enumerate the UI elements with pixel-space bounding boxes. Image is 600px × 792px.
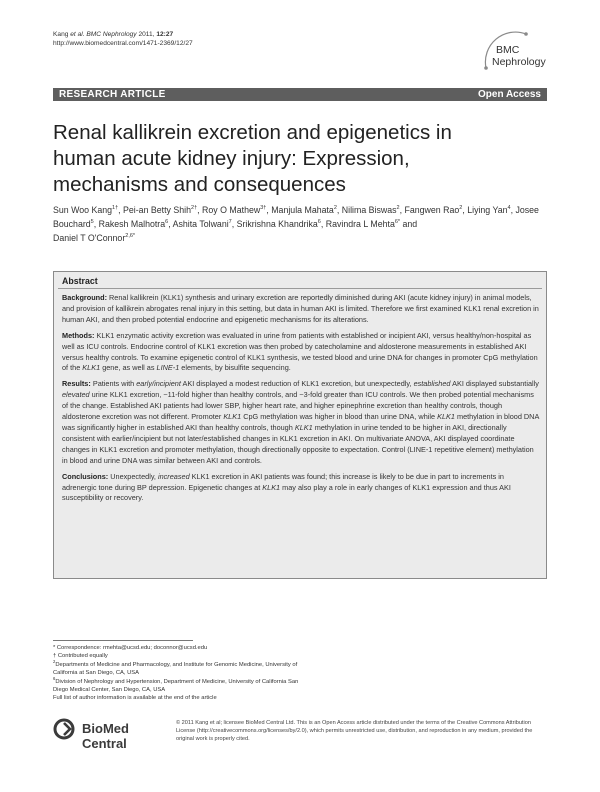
affiliation	[53, 658, 303, 678]
citation-journal: BMC Nephrology	[86, 31, 137, 38]
section-text: may also play a role in early changes of KLK1 expression and thus AKI susceptibility or recovery.	[62, 482, 511, 503]
logo-line2: Nephrology	[492, 56, 546, 68]
affiliation	[53, 675, 303, 695]
emphasis: increased	[157, 471, 190, 481]
gene-name: KLK1	[262, 482, 281, 492]
author: Liying Yan	[467, 205, 508, 215]
footnotes	[53, 644, 303, 703]
article-url[interactable]: http://www.biomedcentral.com/1471-2369/12/27	[53, 40, 193, 47]
abstract-divider	[58, 288, 542, 289]
abstract-body	[62, 293, 540, 509]
section-text: methylation in urine tended to be higher in AKI, directionally consistent with earlier/incipient but not later/established changes in KLK1 excretion in AKI. On multivariate ANOVA, AKI displayed coordinate changes in KLK1 excretion and promoter methylation, though directionally opposite to expectation. Control (LINE-1 repetitive element) methylation in blood and urine DNA was similar between AKI and controls.	[62, 422, 534, 465]
title-line: mechanisms and consequences	[53, 173, 346, 196]
affiliation-text: Division of Nephrology and Hypertension, Department of Medicine, University of California San Diego Medical Center, San Diego, CA, USA	[53, 678, 299, 694]
logo-line1: BMC	[496, 44, 520, 56]
bmc-nephrology-logo	[478, 28, 548, 72]
author-affiliation: 2	[333, 205, 337, 212]
affiliation-text: Departments of Medicine and Pharmacology, and Institute for Genomic Medicine, University of California at San Diego, CA, USA	[53, 661, 298, 677]
open-access-label: Open Access	[478, 89, 541, 100]
author-conjunction: and	[402, 219, 418, 229]
abstract-methods	[62, 331, 540, 375]
section-label: Conclusions:	[62, 471, 109, 481]
author: Daniel T O'Connor	[53, 233, 126, 243]
author-affiliation: 5	[90, 219, 94, 226]
gene-name: KLK1	[223, 412, 242, 422]
section-text: KLK1 excretion in AKI patients was found; this increase is likely to be due in part to increments in adrenergic tone during BP depression. Epigenetic changes at	[62, 471, 504, 492]
citation-volume: 12:27	[156, 31, 174, 38]
author: Josee Bouchard	[53, 205, 539, 229]
citation-author: Kang	[53, 31, 69, 38]
section-text: CpG methylation was higher in blood than urine DNA, while	[243, 412, 436, 422]
journal-citation	[53, 30, 193, 48]
title-line: Renal kallikrein excretion and epigenetics in	[53, 121, 452, 144]
abstract-background	[62, 293, 540, 326]
article-type-banner	[53, 88, 547, 101]
author-affiliation: 2	[396, 205, 400, 212]
article-title	[53, 120, 547, 198]
author: Ravindra L Mehta	[325, 219, 395, 229]
section-text: methylation in blood DNA was significantly higher in established AKI than healthy controls, though	[62, 412, 539, 432]
equal-contribution-note: † Contributed equally	[53, 653, 108, 660]
author: Manjula Mahata	[271, 205, 334, 215]
biomed-central-logo	[53, 718, 168, 751]
author-affiliation: 2	[459, 205, 463, 212]
section-label: Methods:	[62, 330, 95, 340]
author: Fangwen Rao	[404, 205, 460, 215]
gene-name: KLK1	[294, 422, 313, 432]
article-type: RESEARCH ARTICLE	[59, 89, 166, 100]
author: Roy O Mathew	[202, 205, 261, 215]
abstract-results	[62, 379, 540, 466]
author-affiliation: 1†	[112, 205, 119, 212]
author-affiliation: 6	[317, 219, 321, 226]
section-label: Background:	[62, 293, 107, 302]
abstract-heading: Abstract	[62, 276, 98, 286]
emphasis: elevated	[62, 390, 90, 400]
author: Srikrishna Khandrika	[236, 219, 318, 229]
section-text: elements, by bisulfite sequencing.	[181, 363, 291, 373]
author-affiliation: 4	[507, 205, 511, 212]
publisher-name: BioMed Central	[82, 721, 129, 751]
emphasis: early/incipient	[136, 379, 181, 389]
author: Nilima Biswas	[341, 205, 397, 215]
author-info-note: Full list of author information is available at the end of the article	[53, 695, 217, 702]
gene-name: KLK1	[437, 412, 455, 422]
section-text: Renal kallikrein (KLK1) synthesis and urinary excretion are reportedly diminished during AKI (acute kidney injury) in animal models, and provision of kallikrein abrogates renal injury in this setting, but data in human AKI is limited. Therefore we first examined KLK1 renal excretion in human AKI, and then probed potential endocrine and epigenetic mechanisms for its alterations.	[62, 293, 539, 324]
section-text: gene, as well as	[102, 363, 155, 373]
title-line: human acute kidney injury: Expression,	[53, 147, 410, 170]
author: Rakesh Malhotra	[98, 219, 166, 229]
correspondence: * Correspondence: rmehta@ucsd.edu; doconnor@ucsd.edu	[53, 645, 208, 651]
author: Ashita Tolwani	[172, 219, 229, 229]
author-affiliation: 6	[165, 219, 169, 226]
author-affiliation: 7	[228, 219, 232, 226]
section-text: urine KLK1 excretion, ~11-fold higher than healthy controls, and ~3-fold greater than ICU controls. We then probed potential mechanisms of the change. Established AKI patients had lower SBP, higher heart rate, and higher epinephrine excretion than healthy controls, though aldosterone excretion was not different. Promoter	[62, 390, 534, 422]
author: Pei-an Betty Shih	[123, 205, 192, 215]
section-text: KLK1 enzymatic activity excretion was evaluated in urine from patients with established or incipient AKI, versus healthy/non-hospital as well as ICU controls. Endocrine control of KLK1 excretion was then probed by catecholamine and aldosterone measurements in established AKI versus healthy controls. To examine epigenetic control of KLK1 synthesis, we tested blood and urine DNA for changes in promoter CpG methylation of the	[62, 330, 538, 373]
gene-name: LINE-1	[156, 363, 180, 373]
author: Sun Woo Kang	[53, 205, 113, 215]
section-text: Unexpectedly,	[110, 471, 156, 481]
footnote-divider	[53, 640, 193, 641]
affiliation-number: 6	[53, 675, 56, 681]
emphasis: established	[413, 379, 451, 389]
gene-name: KLK1	[82, 363, 101, 373]
section-text: AKI displayed substantially	[452, 379, 539, 389]
biomed-central-icon	[53, 718, 79, 740]
section-label: Results:	[62, 379, 91, 389]
author-list: Sun Woo Kang$^{1\dagger}$, Pei-an Betty Shih$^{2\dagger}$, Roy O Mathew$^{3\dagger}$, Manjula Mahata$^2$, Nilima Biswas$^2$, Fangwen Rao$^2$, Liying Yan$^4$, Josee Bouchard$^5$, Rakesh Malhotra$^6$, Ashita Tolwani$^7$, Srikrishna Khandrika$^6$, Ravindra L Mehta$^{6*}$ and Daniel T O'Connor$^{2,6*}$	[53, 205, 539, 243]
author-affiliation: 3†	[260, 205, 267, 212]
section-text: Patients with	[92, 379, 135, 389]
abstract-conclusions	[62, 472, 540, 505]
section-text: AKI displayed a modest reduction of KLK1 excretion, but unexpectedly,	[182, 379, 412, 389]
citation-year: 2011,	[138, 31, 155, 38]
affiliation-number: 2	[53, 658, 56, 664]
author-affiliation: 2†	[191, 205, 198, 212]
license-text: © 2011 Kang et al; licensee BioMed Central Ltd. This is an Open Access article distributed under the terms of the Creative Commons Attribution License (http://creativecommons.org/licenses/by/2.0), which permits unrestricted use, distribution, and reproduction in any medium, provided the original work is properly cited.	[176, 720, 533, 742]
author-affiliation: 2,6*	[125, 233, 136, 240]
author-affiliation: 6*	[394, 219, 401, 226]
citation-etal: et al.	[70, 31, 85, 38]
